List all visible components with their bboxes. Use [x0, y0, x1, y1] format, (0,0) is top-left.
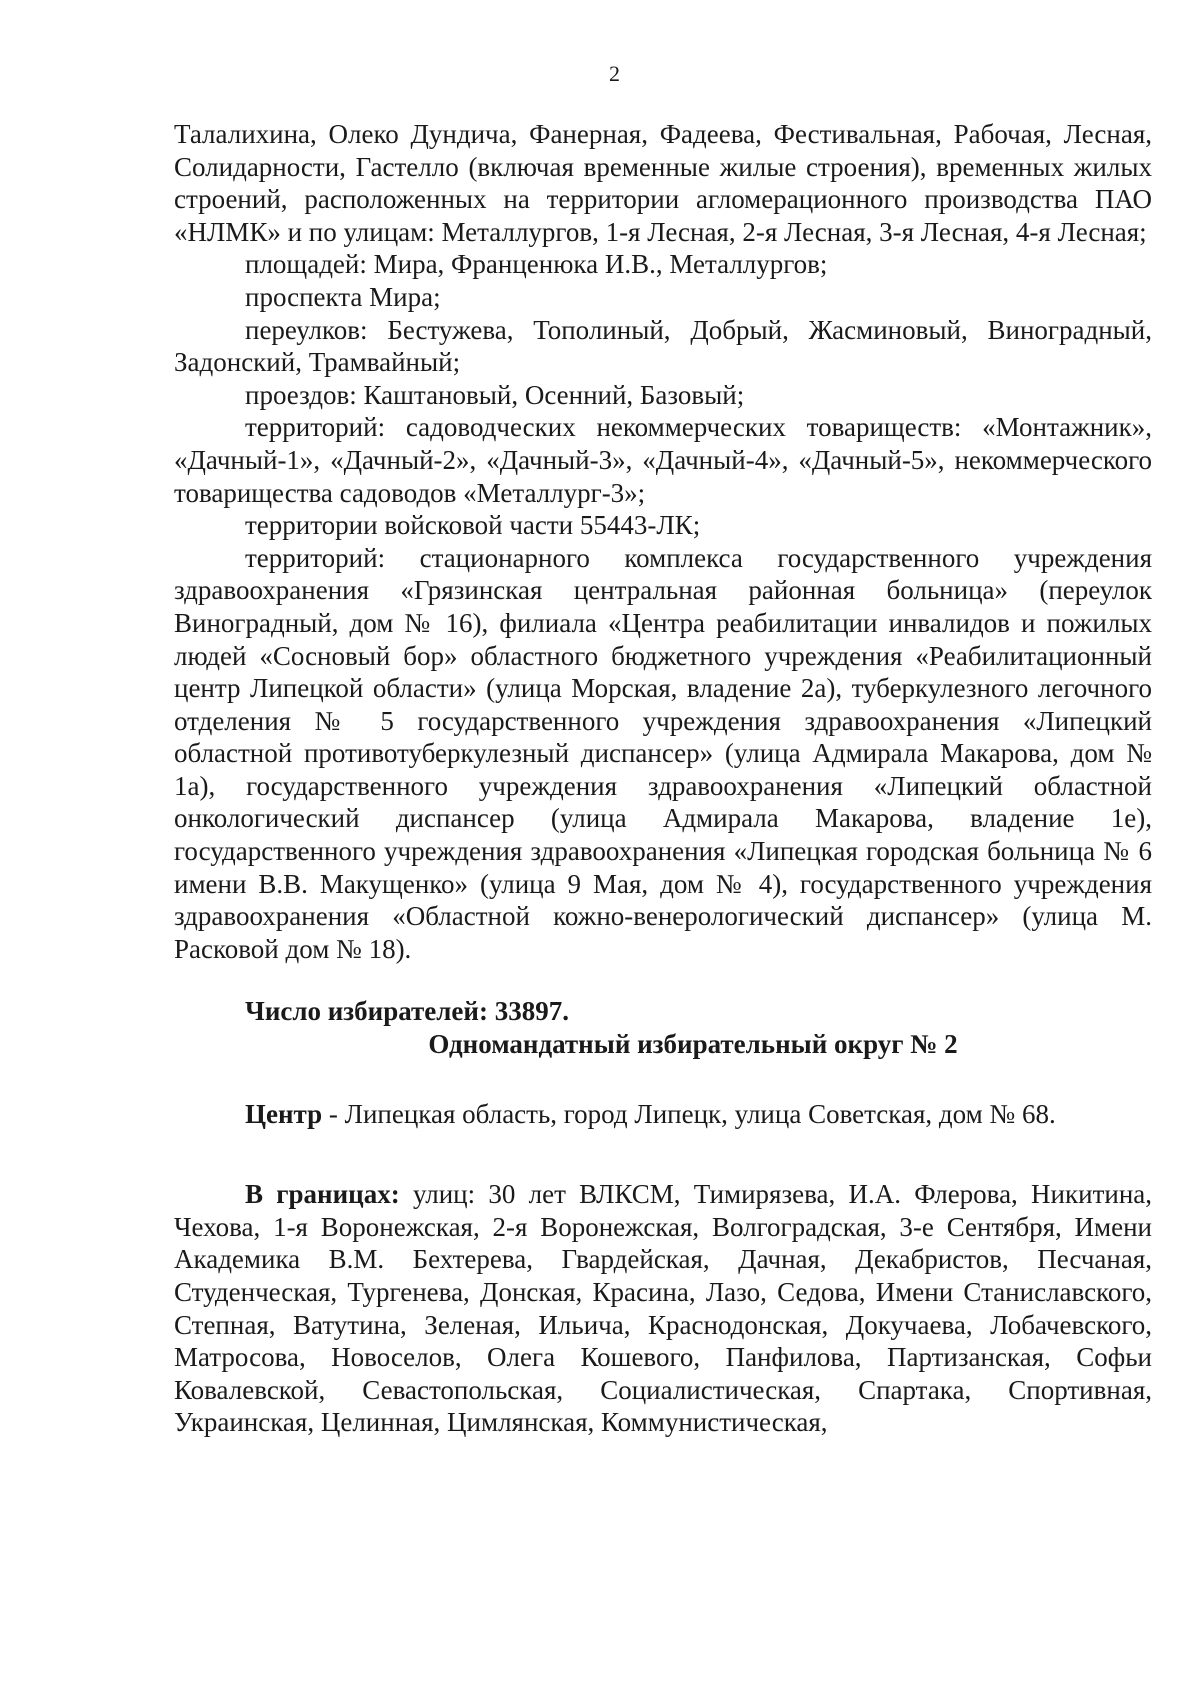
lanes-paragraph: переулков: Бестужева, Тополиный, Добрый, Жасминовый, Виноградный, Задонский, Трамвайный; — [174, 314, 1152, 378]
voters-count — [174, 995, 1152, 1028]
page-number: 2 — [609, 61, 620, 86]
center-text: - Липецкая область, город Липецк, улица Советская, дом № 68. — [322, 1098, 1056, 1129]
medical-territories-paragraph: территорий: стационарного комплекса государственного учреждения здравоохранения «Грязинская центральная районная больница» (переулок Виноградный, дом № 16), филиала «Центра реабилитации инвалидов и пожилых людей «Сосновый бор» областного бюджетного учреждения «Реабилитационный центр Липецкой области» (улица Морская, владение 2а), туберкулезного легочного отделения № 5 государственного учреждения здравоохранения «Липецкий областной противотуберкулезный диспансер» (улица Адмирала Макарова, дом № 1а), государственного учреждения здравоохранения «Липецкий областной онкологический диспансер (улица Адмирала Макарова, владение 1е), государственного учреждения здравоохранения «Липецкая городская больница № 6 имени В.В. Макущенко» (улица 9 Мая, дом № 4), государственного учреждения здравоохранения «Областной кожно-венерологический диспансер» (улица М. Расковой дом № 18). — [174, 542, 1152, 964]
avenue-paragraph: проспекта Мира; — [245, 281, 441, 312]
boundaries-paragraph — [174, 1178, 1152, 1439]
garden-territories-paragraph: территорий: садоводческих некоммерческих товариществ: «Монтажник», «Дачный-1», «Дачный-2», «Дачный-3», «Дачный-4», «Дачный-5», некоммерческого товарищества садоводов «Металлург-3»; — [174, 412, 1152, 508]
center-label: Центр — [245, 1098, 323, 1129]
voters-count-text: Число избирателей: 33897. — [245, 996, 569, 1027]
center-paragraph — [174, 1098, 1152, 1131]
boundaries-label: В границах: — [245, 1179, 400, 1210]
squares-paragraph: площадей: Мира, Франценюка И.В., Металлургов; — [245, 249, 828, 280]
streets-continuation-paragraph: Талалихина, Олеко Дундича, Фанерная, Фадеева, Фестивальная, Рабочая, Лесная, Солидарности, Гастелло (включая временные жилые строения), временных жилых строений, расположенных на территории агломерационного производства ПАО «НЛМК» и по улицам: Металлургов, 1-я Лесная, 2-я Лесная, 3-я Лесная, 4-я Лесная; — [174, 119, 1152, 247]
passages-paragraph: проездов: Каштановый, Осенний, Базовый; — [245, 379, 745, 410]
document-body — [174, 118, 1152, 1439]
military-unit-paragraph: территории войсковой части 55443-ЛК; — [245, 510, 701, 541]
district-heading: Одномандатный избирательный округ № 2 — [428, 1029, 958, 1060]
boundaries-text: улиц: 30 лет ВЛКСМ, Тимирязева, И.А. Флерова, Никитина, Чехова, 1-я Воронежская, 2-я Воронежская, Волгоградская, 3-е Сентября, Имени Академика В.М. Бехтерева, Гвардейская, Дачная, Декабристов, Песчаная, Студенческая, Тургенева, Донская, Красина, Лазо, Седова, Имени Станиславского, Степная, Ватутина, Зеленая, Ильича, Краснодонская, Докучаева, Лобачевского, Матросова, Новоселов, Олега Кошевого, Панфилова, Партизанская, Софьи Ковалевской, Севастопольская, Социалистическая, Спартака, Спортивная, Украинская, Целинная, Цимлянская, Коммунистическая, — [174, 1179, 1152, 1438]
